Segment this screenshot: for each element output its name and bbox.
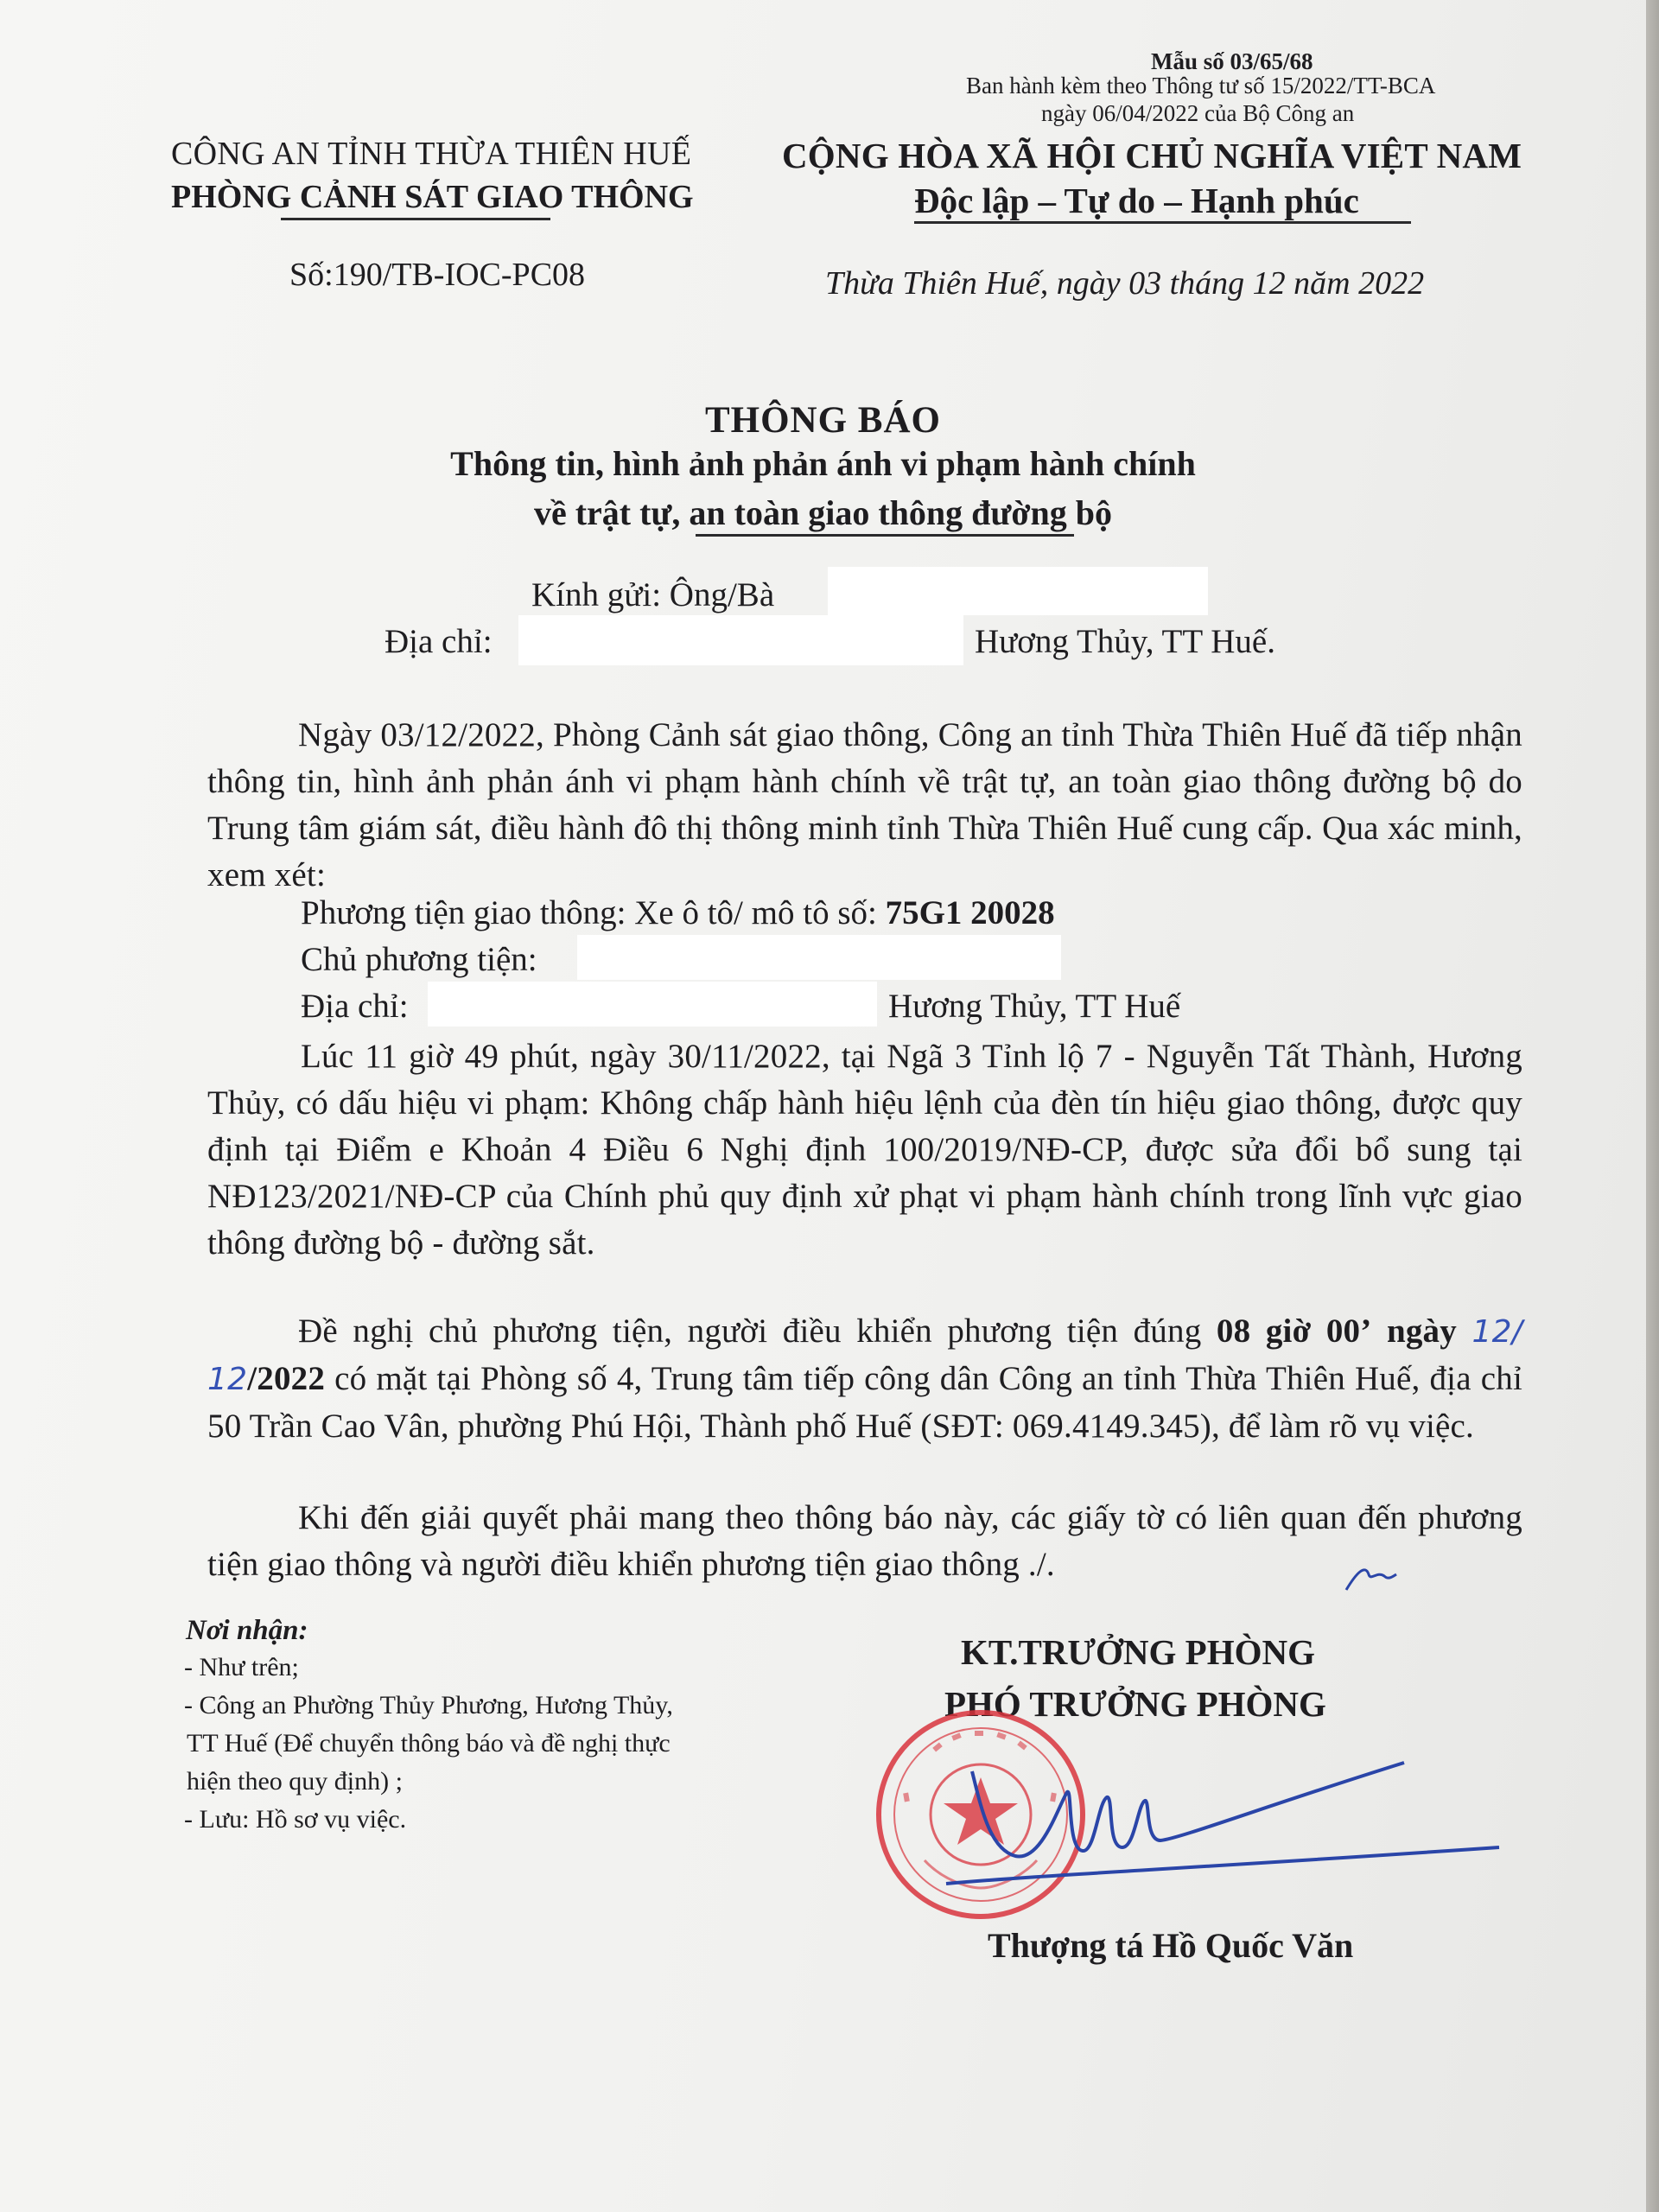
violation-paragraph: Lúc 11 giờ 49 phút, ngày 30/11/2022, tại Ngã 3 Tỉnh lộ 7 - Nguyễn Tất Thành, Hương Thủy, có dấu hiệu vi phạm: Không chấp hành hiệu lệnh của đèn tín hiệu giao thông, được quy định tại Điểm e Khoản 4 Điều 6 Nghị định 100/2019/NĐ-CP, được sửa đổi bổ sung tại NĐ123/2021/NĐ-CP của Chính phủ quy định xử phạt vi phạm hành chính trong lĩnh vực giao thông đường bộ - đường sắt. bbox=[207, 1038, 1522, 1262]
recipients-item-2: - Công an Phường Thủy Phương, Hương Thủy, bbox=[184, 1691, 673, 1719]
owner-line bbox=[301, 940, 537, 979]
agency-name: CÔNG AN TỈNH THỪA THIÊN HUẾ bbox=[171, 136, 692, 172]
form-code: Mẫu số 03/65/68 bbox=[1151, 48, 1313, 74]
owner-address-tail: Hương Thủy, TT Huế bbox=[888, 988, 1181, 1025]
signer-title-2: PHÓ TRƯỞNG PHÒNG bbox=[944, 1684, 1326, 1724]
recipient-address-label: Địa chỉ: bbox=[385, 623, 493, 660]
recipients-item-1: - Như trên; bbox=[184, 1653, 299, 1681]
redaction-recipient-address bbox=[518, 615, 963, 665]
document-subtitle-1: Thông tin, hình ảnh phản ánh vi phạm hành chính bbox=[450, 444, 1196, 483]
recipients-item-5: - Lưu: Hồ sơ vụ việc. bbox=[184, 1805, 407, 1834]
summons-time: 08 giờ 00’ bbox=[1216, 1313, 1372, 1350]
summons-handwritten-date: 12/ 12 bbox=[207, 1314, 1523, 1397]
summons-rest: có mặt tại Phòng số 4, Trung tâm tiếp công dân Công an tỉnh Thừa Thiên Huế, địa chỉ 50 Trần Cao Vân, phường Phú Hội, Thành phố Huế (SĐT: 069.4149.345), để làm rõ vụ việc. bbox=[207, 1360, 1522, 1445]
redaction-owner-address bbox=[428, 982, 877, 1027]
summons-day-word: ngày bbox=[1386, 1313, 1457, 1350]
page-edge-shadow bbox=[1646, 0, 1659, 2212]
vehicle-label: Phương tiện giao thông: Xe ô tô/ mô tô số: bbox=[301, 894, 877, 931]
signer-title-1: KT.TRƯỞNG PHÒNG bbox=[961, 1632, 1315, 1672]
motto-underline bbox=[914, 221, 1411, 224]
agency-department: PHÒNG CẢNH SÁT GIAO THÔNG bbox=[171, 179, 694, 215]
national-title: CỘNG HÒA XÃ HỘI CHỦ NGHĨA VIỆT NAM bbox=[782, 136, 1522, 175]
owner-label: Chủ phương tiện: bbox=[301, 941, 537, 978]
bleed-through-shadow bbox=[285, 1262, 1495, 1296]
owner-address-label: Địa chỉ: bbox=[301, 988, 409, 1025]
body-paragraph-1: Ngày 03/12/2022, Phòng Cảnh sát giao thông, Công an tỉnh Thừa Thiên Huế đã tiếp nhận thông tin, hình ảnh phản ánh vi phạm hành chính về trật tự, an toàn giao thông đường bộ do Trung tâm giám sát, điều hành đô thị thông minh tỉnh Thừa Thiên Huế cung cấp. Qua xác minh, xem xét: bbox=[207, 716, 1522, 893]
summons-paragraph bbox=[207, 1308, 1522, 1450]
recipient-address-tail: Hương Thủy, TT Huế. bbox=[975, 623, 1275, 660]
vehicle-line bbox=[301, 893, 1055, 932]
summons-year: /2022 bbox=[247, 1360, 326, 1397]
national-motto: Độc lập – Tự do – Hạnh phúc bbox=[914, 181, 1359, 220]
form-issued-line2: ngày 06/04/2022 của Bộ Công an bbox=[1041, 100, 1355, 126]
closing-paragraph: Khi đến giải quyết phải mang theo thông báo này, các giấy tờ có liên quan đến phương tiện giao thông và người điều khiển phương tiện giao thông ./. bbox=[207, 1499, 1522, 1583]
document-subtitle-2: về trật tự, an toàn giao thông đường bộ bbox=[533, 493, 1113, 532]
recipients-item-3: TT Huế (Để chuyển thông báo và đề nghị thực bbox=[187, 1729, 671, 1758]
signer-name: Thượng tá Hồ Quốc Văn bbox=[988, 1926, 1354, 1965]
summons-lead: Đề nghị chủ phương tiện, người điều khiển phương tiện đúng bbox=[298, 1313, 1202, 1350]
form-issued-line1: Ban hành kèm theo Thông tư số 15/2022/TT-BCA bbox=[966, 73, 1436, 99]
document-number: Số:190/TB-IOC-PC08 bbox=[289, 257, 586, 293]
initial-mark-icon bbox=[1339, 1555, 1400, 1599]
recipients-title: Nơi nhận: bbox=[186, 1615, 308, 1646]
redaction-recipient-name bbox=[828, 567, 1208, 615]
recipient-greeting: Kính gửi: Ông/Bà bbox=[531, 576, 775, 613]
handwritten-signature-icon bbox=[938, 1754, 1508, 1901]
place-date: Thừa Thiên Huế, ngày 03 tháng 12 năm 2022 bbox=[825, 265, 1425, 302]
agency-underline bbox=[281, 218, 550, 220]
vehicle-plate: 75G1 20028 bbox=[885, 894, 1055, 931]
recipients-item-4: hiện theo quy định) ; bbox=[187, 1767, 403, 1796]
document-title: THÔNG BÁO bbox=[704, 400, 941, 441]
subtitle-underline bbox=[696, 534, 1074, 537]
redaction-owner-name bbox=[577, 935, 1061, 980]
